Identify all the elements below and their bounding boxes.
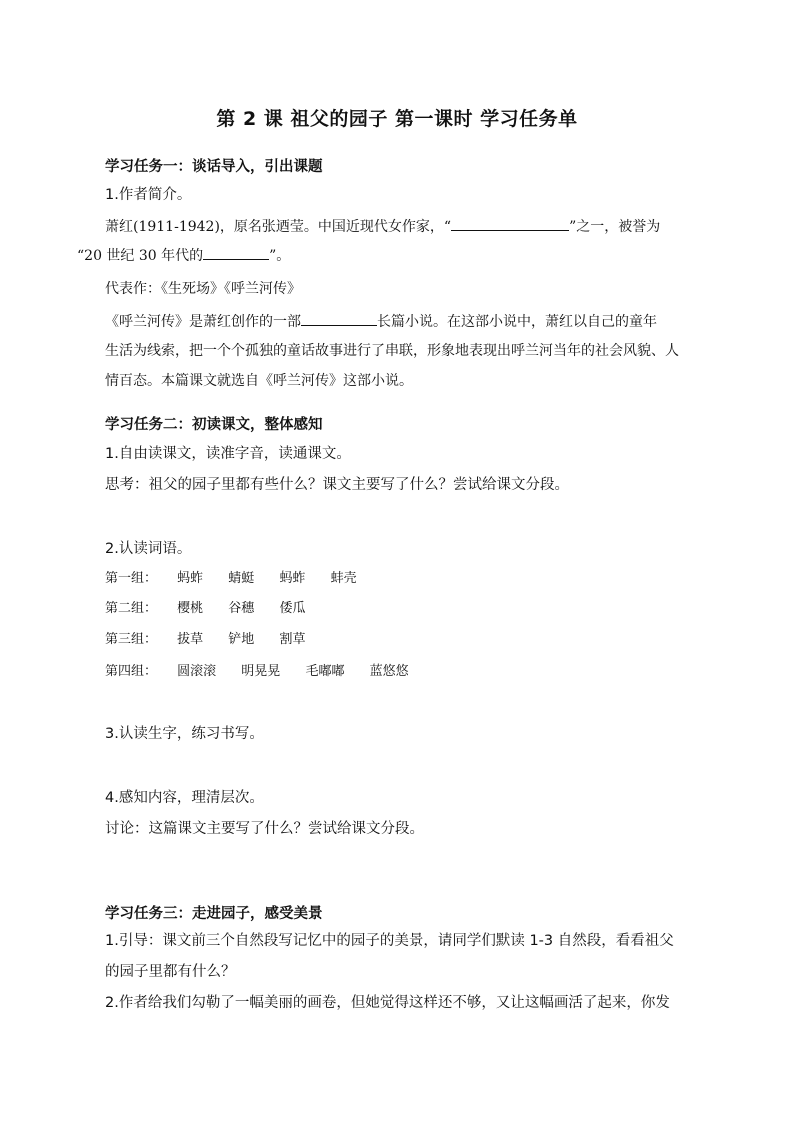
bio-line-2 [77, 244, 697, 267]
word-item: 樱桃 [177, 601, 204, 616]
task3-item1-line1: 1.引导：课文前三个自然段写记忆中的园子的美景，请同学们默读 1-3 自然段，看看祖父 [105, 933, 674, 949]
group-label: 第二组： [105, 601, 158, 616]
word-item: 蚂蚱 [177, 571, 204, 586]
word-item: 割草 [279, 632, 306, 647]
word-group-3 [105, 629, 725, 651]
task1-item1: 1.作者简介。 [105, 187, 192, 203]
word-item: 谷穗 [228, 601, 255, 616]
word-item: 蚂蚱 [279, 571, 306, 586]
bio-text-c: “20 世纪 30 年代的 [77, 248, 204, 264]
novel-text-a: 《呼兰河传》是萧红创作的一部 [105, 314, 301, 330]
task2-item4: 4.感知内容，理清层次。 [105, 790, 264, 806]
word-item: 拔草 [177, 632, 204, 647]
novel-line-1 [105, 310, 725, 333]
group-label: 第三组： [105, 632, 158, 647]
works-line: 代表作：《生死场》《呼兰河传》 [105, 281, 301, 297]
bio-text-b: ”之一，被誉为 [569, 219, 661, 235]
task2-item2: 2.认读词语。 [105, 541, 192, 557]
task2-think: 思考：祖父的园子里都有些什么？课文主要写了什么？尝试给课文分段。 [105, 477, 569, 493]
task2-discuss: 讨论：这篇课文主要写了什么？尝试给课文分段。 [105, 821, 424, 837]
word-item: 毛嘟嘟 [305, 664, 345, 679]
fill-blank-2[interactable] [203, 244, 269, 260]
word-item: 蓝悠悠 [369, 664, 409, 679]
task3-item2-line1: 2.作者给我们勾勒了一幅美丽的画卷，但她觉得这样还不够，又让这幅画活了起来，你发 [105, 995, 670, 1011]
word-item: 蚌壳 [330, 571, 357, 586]
word-item: 明晃晃 [241, 664, 281, 679]
task2-item3: 3.认读生字，练习书写。 [105, 726, 264, 742]
fill-blank-3[interactable] [301, 310, 377, 326]
group-label: 第一组： [105, 571, 158, 586]
group-label: 第四组： [105, 664, 158, 679]
word-item: 圆滚滚 [177, 664, 217, 679]
word-item: 蜻蜓 [228, 571, 255, 586]
word-item: 倭瓜 [279, 601, 306, 616]
task3-heading: 学习任务三：走进园子，感受美景 [105, 906, 323, 922]
word-group-2 [105, 598, 725, 620]
fill-blank-1[interactable] [451, 215, 569, 231]
novel-line-2: 生活为线索，把一个个孤独的童话故事进行了串联，形象地表现出呼兰河当年的社会风貌、人 [105, 343, 679, 359]
task2-heading: 学习任务二：初读课文，整体感知 [105, 417, 323, 433]
page-title: 第 2 课 祖父的园子 第一课时 学习任务单 [216, 108, 578, 130]
bio-text-a: 萧红(1911-1942)，原名张迺莹。中国近现代女作家，“ [105, 219, 452, 235]
novel-text-b: 长篇小说。在这部小说中，萧红以自己的童年 [377, 314, 657, 330]
bio-line-1 [105, 215, 725, 238]
task1-heading: 学习任务一：谈话导入，引出课题 [105, 159, 323, 175]
novel-line-3: 情百态。本篇课文就选自《呼兰河传》这部小说。 [105, 373, 413, 389]
bio-text-d: ”。 [269, 248, 291, 264]
word-item: 铲地 [228, 632, 255, 647]
word-group-4 [105, 661, 725, 683]
task2-item1: 1.自由读课文，读准字音，读通课文。 [105, 446, 351, 462]
task3-item1-line2: 的园子里都有什么？ [105, 964, 236, 980]
word-group-1 [105, 568, 725, 590]
